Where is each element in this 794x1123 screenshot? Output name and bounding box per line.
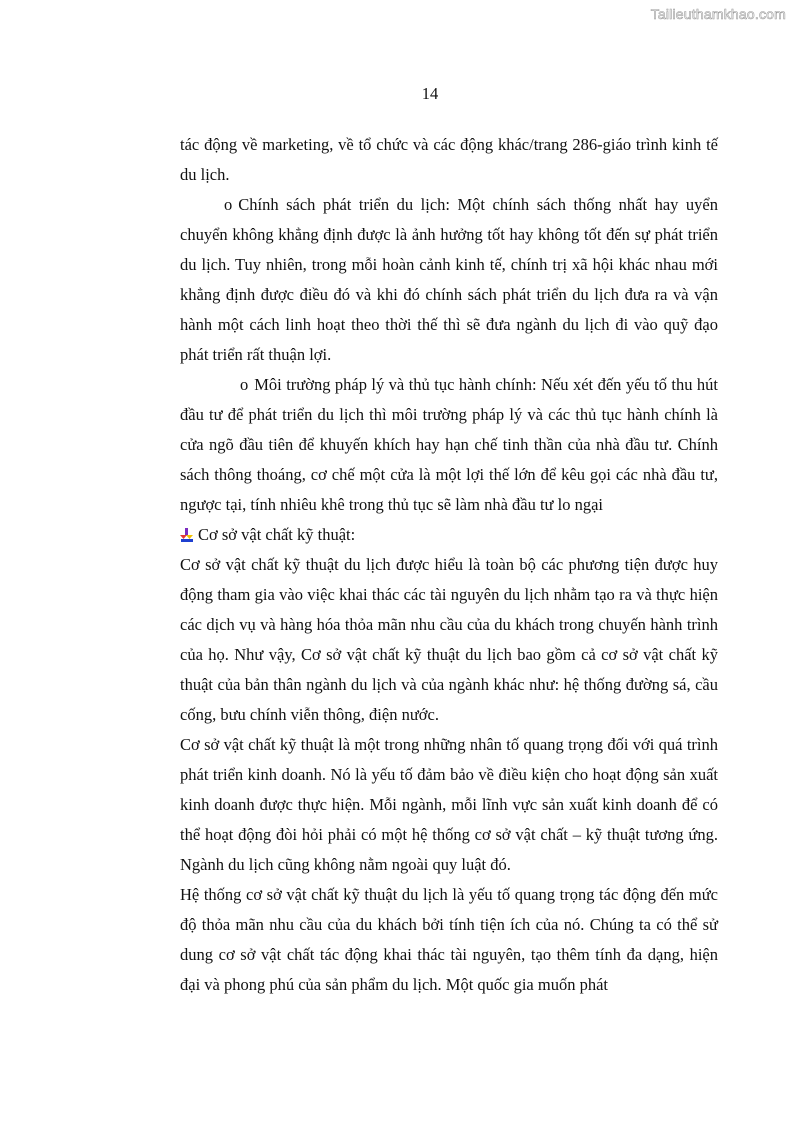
four-color-arrow-bullet-icon bbox=[180, 528, 194, 542]
circle-bullet: o bbox=[240, 375, 249, 394]
paragraph-policy bbox=[180, 190, 718, 370]
page-number: 14 bbox=[421, 84, 439, 103]
paragraph-1: tác động về marketing, về tổ chức và các động khác/trang 286-giáo trình kinh tế du lịch. bbox=[180, 135, 718, 184]
section-heading bbox=[180, 520, 718, 550]
paragraph-importance: Cơ sở vật chất kỹ thuật là một trong những nhân tố quang trọng đối với quá trình phát triển kinh doanh. Nó là yếu tố đảm bảo về điều kiện cho hoạt động sản xuất kinh doanh được thực hiện. Mỗi ngành, mỗi lĩnh vực sản xuất kinh doanh để có thể hoạt động đòi hỏi phải có một hệ thống cơ sở vật chất – kỹ thuật tương ứng. Ngành du lịch cũng không nằm ngoài quy luật đó. bbox=[180, 735, 718, 874]
watermark: Tailieuthamkhao.com bbox=[650, 6, 786, 22]
circle-bullet: o bbox=[224, 195, 233, 214]
paragraph-definition: Cơ sở vật chất kỹ thuật du lịch được hiểu là toàn bộ các phương tiện được huy động tham gia vào việc khai thác các tài nguyên du lịch nhằm tạo ra và thực hiện các dịch vụ và hàng hóa thỏa mãn nhu cầu của du khách trong chuyến hành trình của họ. Như vậy, Cơ sở vật chất kỹ thuật du lịch bao gồm cả cơ sở vật chất kỹ thuật của bản thân ngành du lịch và của ngành khác như: hệ thống đường sá, cầu cống, bưu chính viễn thông, điện nước. bbox=[180, 555, 718, 724]
paragraph-legal-text: Môi trường pháp lý và thủ tục hành chính: Nếu xét đến yếu tố thu hút đầu tư để phát triển du lịch thì môi trường pháp lý và các thủ tục hành chính là cửa ngõ đầu tiên để khuyến khích hay hạn chế tinh thần của nhà đầu tư. Chính sách thông thoáng, cơ chế một cửa là một lợi thế lớn để kêu gọi các nhà đầu tư, ngược tại, tính nhiêu khê trong thủ tục sẽ làm nhà đầu tư lo ngại bbox=[180, 375, 718, 514]
paragraph-system: Hệ thống cơ sở vật chất kỹ thuật du lịch là yếu tố quang trọng tác động đến mức độ thỏa mãn nhu cầu của du khách bởi tính tiện ích của nó. Chúng ta có thể sử dung cơ sở vật chất tác động khai thác tài nguyên, tạo thêm tính đa dạng, hiện đại và phong phú của sản phẩm du lịch. Một quốc gia muốn phát bbox=[180, 885, 718, 994]
section-heading-text: Cơ sở vật chất kỹ thuật: bbox=[198, 525, 356, 544]
document-body bbox=[180, 130, 718, 1000]
paragraph-legal bbox=[180, 370, 718, 520]
paragraph-policy-text: Chính sách phát triển du lịch: Một chính sách thống nhất hay uyển chuyển không khẳng định được là ảnh hưởng tốt hay không tốt đến sự phát triển du lịch. Tuy nhiên, trong mỗi hoàn cảnh kinh tế, chính trị xã hội khác nhau mới khẳng định được điều đó và khi đó chính sách phát triển du lịch đưa ra và vận hành một cách linh hoạt theo thời thế thì sẽ đưa ngành du lịch đi vào quỹ đạo phát triển rất thuận lợi. bbox=[180, 195, 718, 364]
